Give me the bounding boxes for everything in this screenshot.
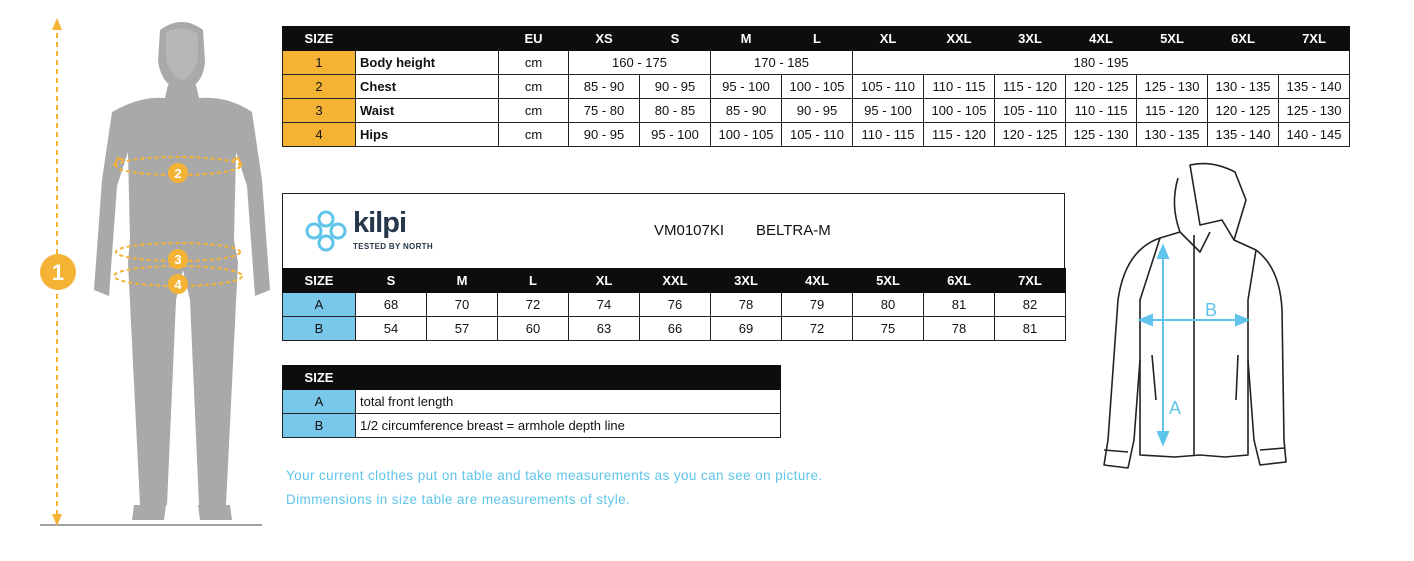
value-cell: 80 <box>853 293 924 317</box>
value-cell: 81 <box>924 293 995 317</box>
marker-4 <box>168 274 188 294</box>
value-cell: 57 <box>427 317 498 341</box>
body-measurement-figure <box>0 0 280 540</box>
instruction-note: Your current clothes put on table and take measurements as you can see on picture. <box>286 468 823 483</box>
header-cell: 7XL <box>1279 27 1350 51</box>
table-row <box>283 390 781 414</box>
value-cell: 100 - 105 <box>924 99 995 123</box>
svg-text:2: 2 <box>174 166 182 181</box>
value-cell: 90 - 95 <box>640 75 711 99</box>
kilpi-logo-icon <box>303 208 349 254</box>
table-row <box>283 317 1066 341</box>
legend-text: total front length <box>356 390 781 414</box>
row-label: Hips <box>356 123 499 147</box>
model-code: VM0107KI <box>654 222 725 239</box>
header-cell: M <box>427 269 498 293</box>
header-cell: XL <box>569 269 640 293</box>
value-cell: 75 - 80 <box>569 99 640 123</box>
svg-text:3: 3 <box>174 252 182 267</box>
header-cell: 6XL <box>1208 27 1279 51</box>
row-label: Chest <box>356 75 499 99</box>
table-row <box>283 123 1350 147</box>
header-cell: 3XL <box>995 27 1066 51</box>
value-cell: 70 <box>427 293 498 317</box>
value-cell: 80 - 85 <box>640 99 711 123</box>
header-cell <box>356 366 781 390</box>
header-cell: 5XL <box>1137 27 1208 51</box>
header-cell: 3XL <box>711 269 782 293</box>
instruction-note: Dimmensions in size table are measurements of style. <box>286 492 631 507</box>
header-cell: 4XL <box>782 269 853 293</box>
value-cell: 120 - 125 <box>1066 75 1137 99</box>
unit-cell: cm <box>499 75 569 99</box>
value-cell: 54 <box>356 317 427 341</box>
marker-3 <box>168 249 188 269</box>
header-cell <box>356 27 499 51</box>
value-cell: 130 - 135 <box>1208 75 1279 99</box>
body-size-table <box>282 26 1350 147</box>
header-cell: SIZE <box>283 366 356 390</box>
row-label: B <box>283 317 356 341</box>
table-row <box>283 99 1350 123</box>
value-cell: 100 - 105 <box>711 123 782 147</box>
header-cell: S <box>356 269 427 293</box>
value-cell: 69 <box>711 317 782 341</box>
header-cell: EU <box>499 27 569 51</box>
value-cell: 125 - 130 <box>1279 99 1350 123</box>
value-cell: 68 <box>356 293 427 317</box>
value-cell: 76 <box>640 293 711 317</box>
value-cell: 120 - 125 <box>1208 99 1279 123</box>
value-cell: 105 - 110 <box>782 123 853 147</box>
value-cell: 100 - 105 <box>782 75 853 99</box>
unit-cell: cm <box>499 123 569 147</box>
value-cell: 72 <box>498 293 569 317</box>
value-cell: 135 - 140 <box>1208 123 1279 147</box>
value-cell: 79 <box>782 293 853 317</box>
value-cell: 140 - 145 <box>1279 123 1350 147</box>
value-cell: 85 - 90 <box>711 99 782 123</box>
marker-1 <box>40 254 76 290</box>
table-row <box>283 75 1350 99</box>
value-cell: 66 <box>640 317 711 341</box>
value-cell: 95 - 100 <box>711 75 782 99</box>
legend-table-header <box>283 366 781 390</box>
value-cell: 125 - 130 <box>1066 123 1137 147</box>
row-label: A <box>283 390 356 414</box>
value-cell: 110 - 115 <box>853 123 924 147</box>
value-cell: 135 - 140 <box>1279 75 1350 99</box>
table-row <box>283 51 1350 75</box>
value-cell: 115 - 120 <box>1137 99 1208 123</box>
value-cell: 95 - 100 <box>640 123 711 147</box>
svg-text:4: 4 <box>174 277 182 292</box>
row-number: 2 <box>283 75 356 99</box>
unit-cell: cm <box>499 51 569 75</box>
marker-2 <box>168 163 188 183</box>
svg-text:1: 1 <box>51 260 65 285</box>
row-label: Body height <box>356 51 499 75</box>
header-cell: 4XL <box>1066 27 1137 51</box>
header-cell: L <box>782 27 853 51</box>
garment-size-table <box>282 268 1066 341</box>
value-cell: 81 <box>995 317 1066 341</box>
table-row <box>283 414 781 438</box>
value-cell: 72 <box>782 317 853 341</box>
header-cell: XS <box>569 27 640 51</box>
header-cell: 6XL <box>924 269 995 293</box>
brand-name: kilpi <box>353 207 407 239</box>
value-cell: 95 - 100 <box>853 99 924 123</box>
header-cell: S <box>640 27 711 51</box>
model-name: BELTRA-M <box>756 222 831 239</box>
header-cell: L <box>498 269 569 293</box>
value-cell: 115 - 120 <box>924 123 995 147</box>
value-cell: 82 <box>995 293 1066 317</box>
value-cell: 160 - 175 <box>569 51 711 75</box>
value-cell: 180 - 195 <box>853 51 1350 75</box>
header-cell: 7XL <box>995 269 1066 293</box>
value-cell: 125 - 130 <box>1137 75 1208 99</box>
value-cell: 115 - 120 <box>995 75 1066 99</box>
value-cell: 74 <box>569 293 640 317</box>
garment-table-header <box>283 269 1066 293</box>
header-cell: XXL <box>640 269 711 293</box>
row-label: B <box>283 414 356 438</box>
header-cell: XXL <box>924 27 995 51</box>
value-cell: 60 <box>498 317 569 341</box>
value-cell: 105 - 110 <box>995 99 1066 123</box>
header-cell: M <box>711 27 782 51</box>
brand-header <box>282 193 1065 268</box>
value-cell: 75 <box>853 317 924 341</box>
row-number: 1 <box>283 51 356 75</box>
header-cell: XL <box>853 27 924 51</box>
value-cell: 170 - 185 <box>711 51 853 75</box>
body-table-header <box>283 27 1350 51</box>
measurement-legend-table <box>282 365 781 438</box>
header-cell: SIZE <box>283 27 356 51</box>
value-cell: 130 - 135 <box>1137 123 1208 147</box>
row-label: A <box>283 293 356 317</box>
value-cell: 90 - 95 <box>782 99 853 123</box>
value-cell: 105 - 110 <box>853 75 924 99</box>
header-cell: 5XL <box>853 269 924 293</box>
value-cell: 110 - 115 <box>924 75 995 99</box>
jacket-label-b: B <box>1205 300 1218 320</box>
row-number: 3 <box>283 99 356 123</box>
row-number: 4 <box>283 123 356 147</box>
brand-tagline: TESTED BY NORTH <box>353 242 433 251</box>
value-cell: 110 - 115 <box>1066 99 1137 123</box>
value-cell: 63 <box>569 317 640 341</box>
legend-text: 1/2 circumference breast = armhole depth line <box>356 414 781 438</box>
jacket-label-a: A <box>1169 398 1182 418</box>
header-cell: SIZE <box>283 269 356 293</box>
value-cell: 90 - 95 <box>569 123 640 147</box>
value-cell: 85 - 90 <box>569 75 640 99</box>
table-row <box>283 293 1066 317</box>
value-cell: 120 - 125 <box>995 123 1066 147</box>
value-cell: 78 <box>924 317 995 341</box>
value-cell: 78 <box>711 293 782 317</box>
unit-cell: cm <box>499 99 569 123</box>
row-label: Waist <box>356 99 499 123</box>
